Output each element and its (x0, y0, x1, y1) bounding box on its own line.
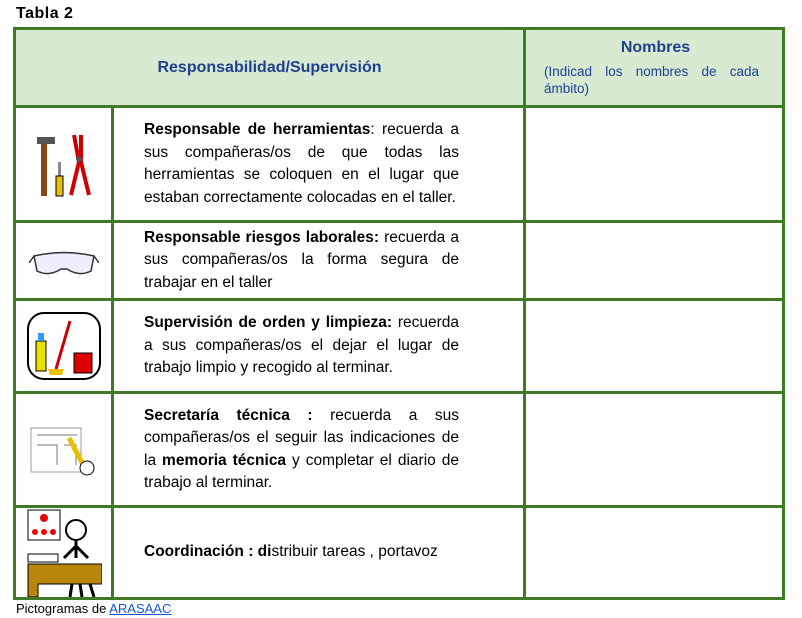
table-title: Tabla 2 (16, 5, 74, 22)
coordinator-icon (26, 508, 102, 597)
responsibility-table (13, 27, 785, 600)
table-row (16, 223, 782, 301)
safety-glasses-icon (29, 241, 99, 281)
table-row (16, 508, 782, 597)
table-header (16, 30, 782, 108)
names-input[interactable] (523, 108, 785, 220)
footer-text: Pictogramas de (16, 601, 110, 616)
names-input[interactable] (523, 301, 785, 391)
row-text: Secretaría técnica : recuerda a sus compañeras/os el seguir las indicaciones de la memoria técnica y completar el diario de trabajo al terminar. (144, 406, 459, 491)
row-text: Supervisión de orden y limpieza: recuerda a sus compañeras/os el dejar el lugar de trabajo limpio y recogido al terminar. (144, 314, 460, 377)
arasaac-link[interactable]: ARASAAC (109, 601, 172, 616)
table-row (16, 108, 782, 223)
table-row (16, 301, 782, 394)
row-text: Coordinación : distribuir tareas , portavoz (144, 543, 438, 561)
header-responsibility: Responsabilidad/Supervisión (157, 58, 382, 76)
row-text: Responsable de herramientas: recuerda a sus compañeras/os de que todas las herramientas se coloquen en el lugar que estaban correctamente colocadas en el taller. (144, 121, 459, 206)
row-text: Responsable riesgos laborales: recuerda a sus compañeras/os la forma segura de trabajar en el taller (144, 228, 459, 291)
names-input[interactable] (523, 394, 785, 505)
table-row (16, 394, 782, 508)
names-input[interactable] (523, 508, 785, 597)
header-names-title: Nombres (620, 39, 691, 56)
header-names (523, 30, 785, 105)
names-input[interactable] (523, 223, 785, 298)
cleaning-icon (26, 311, 102, 381)
drawing-icon (29, 420, 99, 480)
tools-icon (29, 127, 99, 202)
footer-credit (16, 601, 171, 616)
header-names-subtitle: (Indicad los nombres de cada ámbito) (544, 64, 759, 96)
